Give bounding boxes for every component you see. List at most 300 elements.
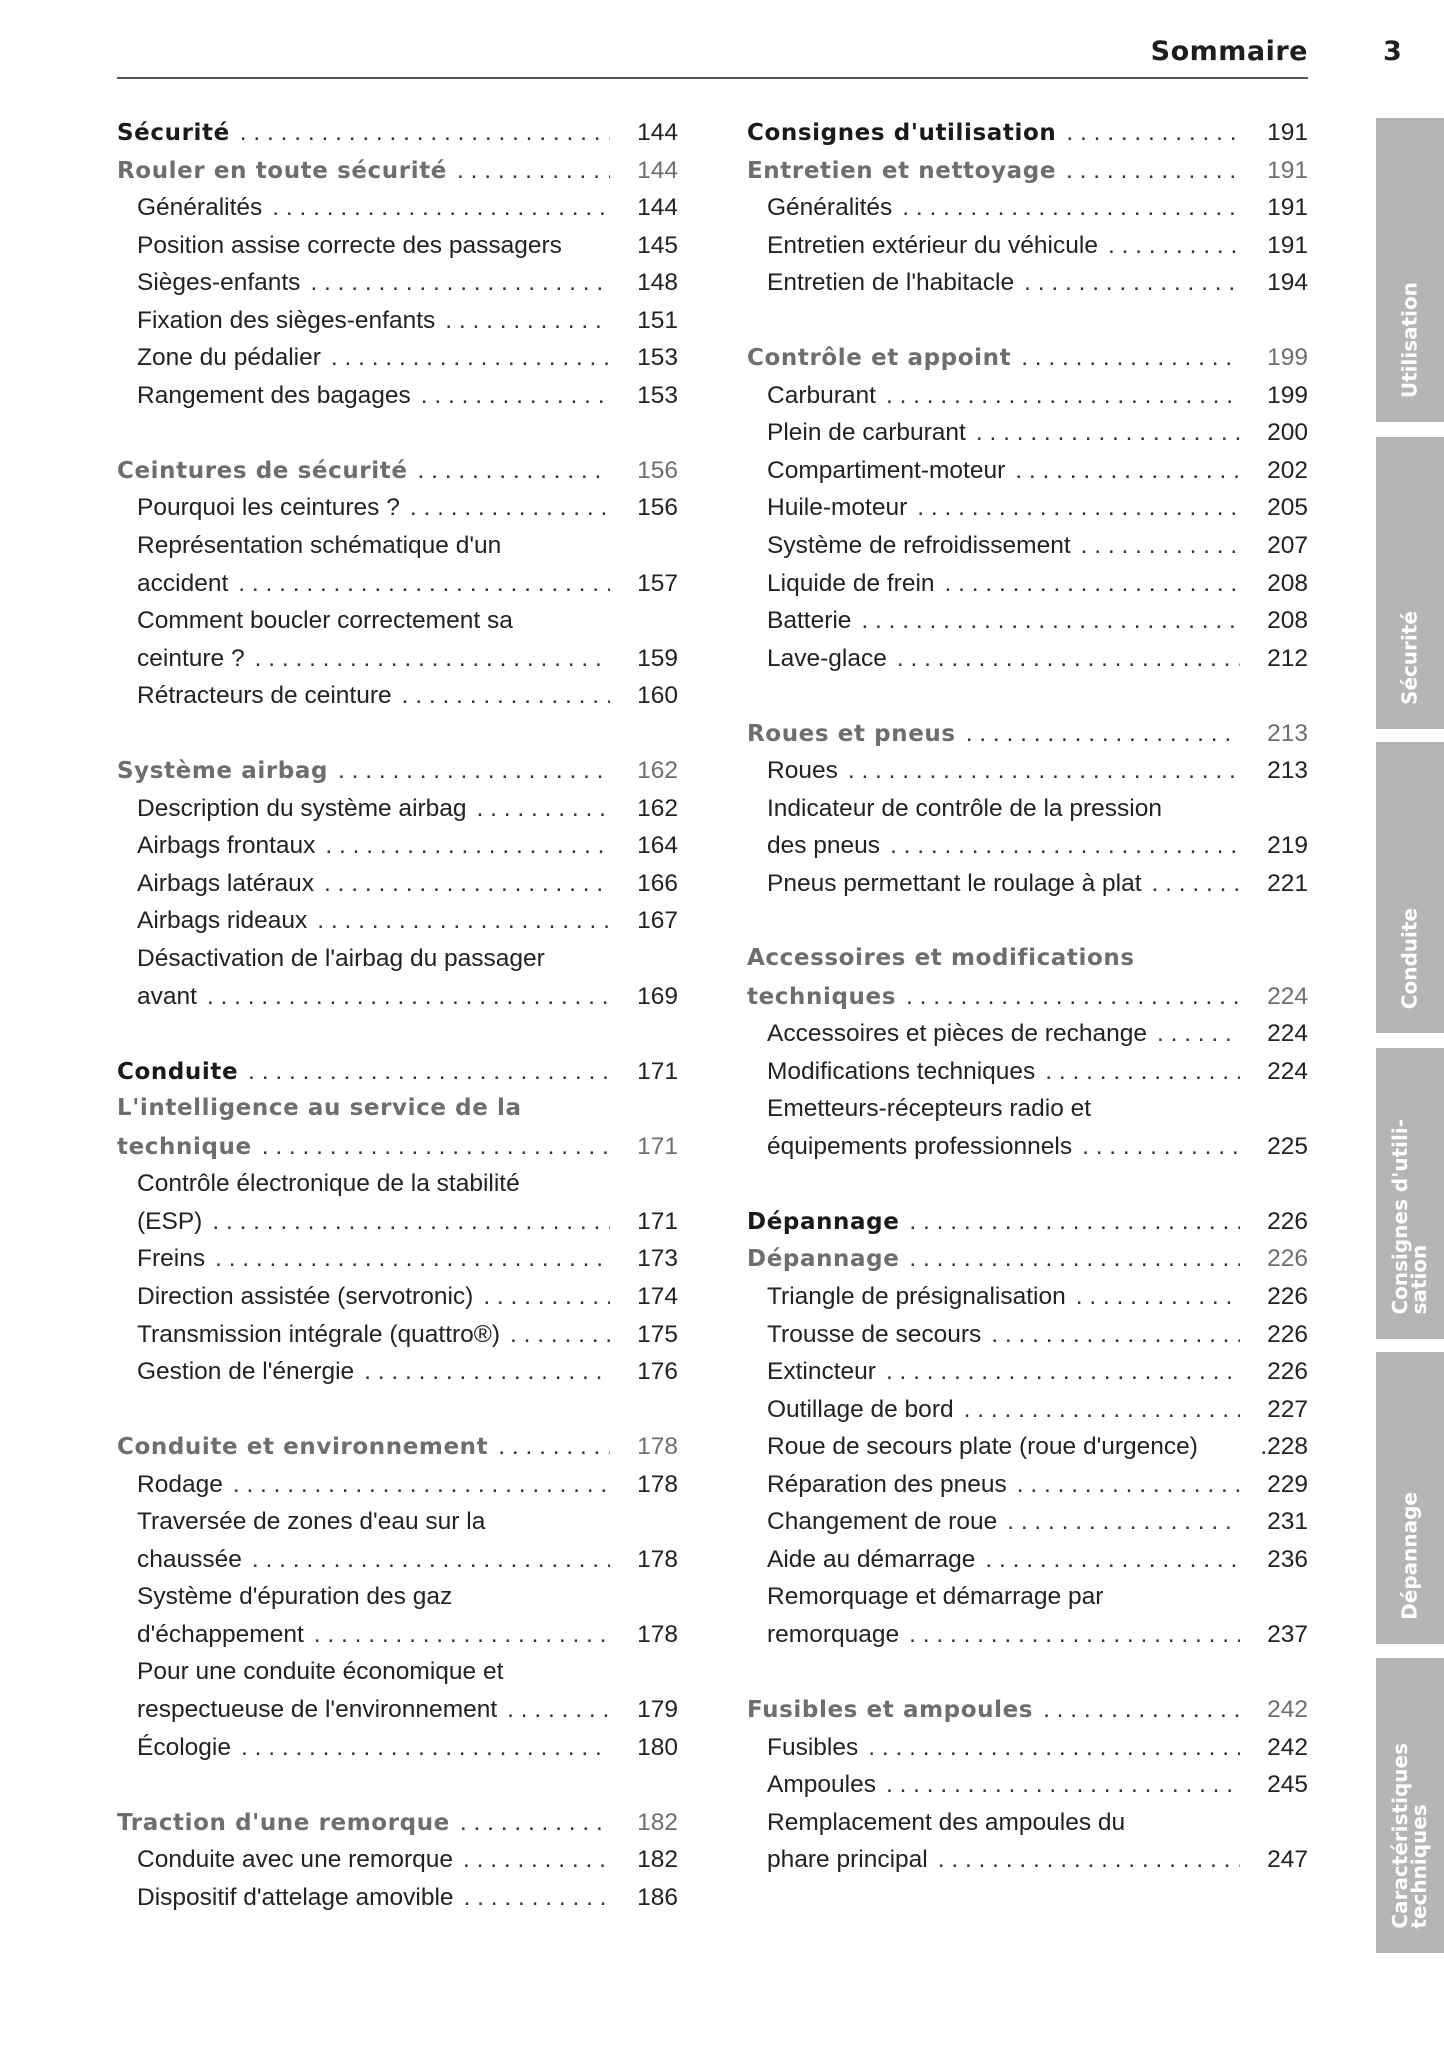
dot-leader [858,1729,1240,1767]
toc-entry-page: 213 [1267,757,1308,785]
toc-entry-label: Fusibles et ampoules [747,1696,1034,1723]
toc-entry[interactable] [747,1278,1308,1316]
dot-leader [899,1616,1240,1654]
dot-leader [1033,1691,1240,1729]
side-tab-label: Consignes d'utili- sation [1388,1119,1431,1315]
dot-leader [314,865,610,903]
toc-entry-label: Contrôle électronique de la stabilité [137,1170,520,1198]
toc-entry-page: 247 [1267,1846,1308,1874]
toc-entry-label: Indicateur de contrôle de la pression [767,794,1162,822]
toc-entry-page: 231 [1267,1508,1308,1536]
toc-entry-page: 202 [1267,456,1308,484]
dot-leader [1071,527,1240,565]
dot-leader [238,1053,610,1091]
toc-entry-page: 208 [1267,569,1308,597]
toc-entry[interactable] [747,1353,1308,1391]
toc-entry[interactable] [117,1353,678,1391]
toc-entry-page: 171 [637,1057,678,1085]
toc-entry-label: Liquide de frein [767,569,935,597]
toc-entry-page: 180 [637,1733,678,1761]
toc-entry-label: Remplacement des ampoules du [767,1808,1126,1836]
toc-entry[interactable] [117,1278,678,1316]
dot-leader [231,1729,610,1767]
toc-entry[interactable] [747,1316,1308,1354]
toc-entry-label: Batterie [767,607,852,635]
toc-entry-label: Dispositif d'attelage amovible [137,1883,454,1911]
toc-entry-page: 225 [1267,1132,1308,1160]
dot-leader [488,1428,610,1466]
toc-entry-label: Fixation des sièges-enfants [137,306,436,334]
toc-entry[interactable] [117,1240,678,1278]
toc-entry-label: Position assise correcte des passagers [137,231,562,259]
toc-heading[interactable] [747,339,1308,377]
toc-entry-label: équipements professionnels [767,1132,1073,1160]
toc-entry[interactable] [117,1841,678,1879]
toc-entry[interactable] [747,489,1308,527]
toc-entry[interactable] [117,865,678,903]
toc-entry[interactable] [747,414,1308,452]
toc-entry-page: 213 [1267,719,1308,747]
toc-entry-label: Huile-moteur [767,494,908,522]
toc-entry[interactable] [117,565,678,603]
dot-leader [1056,114,1240,152]
toc-entry-page: 208 [1267,607,1308,635]
toc-entry-label: Direction assistée (servotronic) [137,1282,474,1310]
toc-entry-page: 200 [1267,419,1308,447]
toc-entry[interactable] [747,1428,1308,1466]
spacer [117,1015,678,1053]
toc-entry [747,790,1308,828]
dot-leader [880,827,1240,865]
dot-leader [1142,865,1240,903]
toc-entry-page: 178 [637,1620,678,1648]
toc-entry[interactable] [117,902,678,940]
toc-entry-label: chaussée [137,1545,242,1573]
toc-entry-label: Contrôle et appoint [747,345,1012,372]
toc-entry-page: 162 [637,794,678,822]
toc-entry-page: 157 [637,569,678,597]
toc-entry-label: Airbags rideaux [137,907,308,935]
toc-entry-label: Trousse de secours [767,1320,982,1348]
toc-entry-page: 178 [637,1470,678,1498]
toc-entry-page: 229 [1267,1470,1308,1498]
toc-entry-label: Entretien extérieur du véhicule [767,231,1098,259]
dot-leader [197,978,610,1016]
toc-entry-label: Compartiment-moteur [767,456,1006,484]
dot-leader [223,1466,610,1504]
toc-entry-page: 191 [1267,156,1308,184]
dot-leader [956,715,1240,753]
toc-entry-page: 226 [1267,1245,1308,1273]
toc-entry[interactable] [117,1879,678,1917]
toc-entry-label: Système de refroidissement [767,532,1071,560]
dot-leader [321,339,610,377]
toc-entry-page: 226 [1267,1320,1308,1348]
toc-heading[interactable] [117,1804,678,1842]
toc-entry-page: 162 [637,757,678,785]
side-tab-utilisation[interactable] [1376,118,1444,422]
dot-leader [245,640,610,678]
toc-entry-label: Modifications techniques [767,1057,1036,1085]
toc-heading[interactable] [117,114,678,152]
toc-entry-label: L'intelligence au service de la [117,1095,522,1122]
toc-entry [117,1653,678,1691]
toc-entry-page: .228 [1260,1433,1308,1461]
toc-entry-label: Description du système airbag [137,794,467,822]
dot-leader [876,1353,1240,1391]
toc-entry-label: Dépannage [747,1246,900,1273]
toc-entry-label: Pneus permettant le roulage à plat [767,869,1142,897]
toc-entry-page: 153 [637,344,678,372]
toc-heading[interactable] [747,1203,1308,1241]
toc-entry [747,1578,1308,1616]
toc-column-right [747,114,1308,1879]
toc-entry[interactable] [747,640,1308,678]
toc-entry[interactable] [747,602,1308,640]
toc-entry-page: 171 [637,1132,678,1160]
toc-entry-page: 226 [1267,1282,1308,1310]
dot-leader [887,640,1240,678]
dot-leader [497,1691,610,1729]
toc-entry [117,1165,678,1203]
toc-entry[interactable] [117,1729,678,1767]
dot-leader [1011,339,1240,377]
toc-entry-page: 226 [1267,1207,1308,1235]
dot-leader [1147,1015,1240,1053]
toc-entry-page: 175 [637,1320,678,1348]
toc-entry[interactable] [747,1841,1308,1879]
toc-entry-label: Sièges-enfants [137,269,301,297]
dot-leader [230,114,610,152]
toc-entry-label: des pneus [767,832,881,860]
toc-entry[interactable] [117,227,678,265]
dot-leader [954,1391,1240,1429]
toc-entry-label: Airbags latéraux [137,869,315,897]
toc-entry-label: Généralités [767,194,893,222]
dot-leader [252,1128,610,1166]
spacer [747,302,1308,340]
toc-entry-page: 242 [1267,1695,1308,1723]
toc-entry-page: 221 [1267,869,1308,897]
toc-entry[interactable] [117,790,678,828]
toc-entry[interactable] [117,1316,678,1354]
toc-entry-page: 169 [637,982,678,1010]
toc-entry[interactable] [117,677,678,715]
toc-entry-label: Système airbag [117,758,329,785]
toc-entry-page: 205 [1267,494,1308,522]
side-tab-caracteristiques[interactable] [1376,1658,1444,1953]
toc-entry-page: 207 [1267,532,1308,560]
dot-leader [202,1203,610,1241]
toc-entry-label: Lave-glace [767,644,887,672]
toc-entry-page: 153 [637,381,678,409]
toc-entry-label: Changement de roue [767,1508,998,1536]
toc-heading[interactable] [747,152,1308,190]
toc-entry-label: Ceintures de sécurité [117,457,408,484]
toc-entry[interactable] [747,565,1308,603]
toc-entry[interactable] [117,640,678,678]
section-title: Sommaire [1150,36,1308,67]
side-tab-label: Conduite [1397,907,1422,1009]
spacer [117,414,678,452]
toc-entry [747,1090,1308,1128]
dot-leader [453,1841,610,1879]
toc-entry-label: Écologie [137,1733,231,1761]
spacer [747,902,1308,940]
toc-entry[interactable] [117,264,678,302]
dot-leader [500,1316,610,1354]
toc-entry[interactable] [117,1203,678,1241]
toc-entry-page: 191 [1267,194,1308,222]
toc-entry[interactable] [747,189,1308,227]
toc-entry-label: accident [137,569,229,597]
toc-entry[interactable] [117,377,678,415]
toc-entry-label: Roues [767,757,838,785]
toc-entry[interactable] [747,865,1308,903]
dot-leader [1098,227,1240,265]
toc-entry[interactable] [117,1466,678,1504]
dot-leader [307,902,610,940]
toc-heading[interactable] [747,1240,1308,1278]
dot-leader [1007,1466,1240,1504]
toc-entry[interactable] [117,339,678,377]
toc-entry-label: Transmission intégrale (quattro®) [137,1320,501,1348]
dot-leader [315,827,610,865]
toc-entry-label: avant [137,982,197,1010]
toc-entry[interactable] [747,377,1308,415]
toc-entry-page: 156 [637,494,678,522]
toc-entry-page: 173 [637,1245,678,1273]
header-divider [117,77,1308,79]
dot-leader [242,1541,610,1579]
toc-entry [117,527,678,565]
toc-entry-label: Comment boucler correctement sa [137,607,513,635]
toc-entry-page: 148 [637,269,678,297]
toc-entry [117,1503,678,1541]
toc-entry[interactable] [747,1391,1308,1429]
toc-entry-page: 227 [1267,1395,1308,1423]
side-tab-conduite[interactable] [1376,742,1444,1033]
toc-entry-label: Gestion de l'énergie [137,1358,355,1386]
toc-entry-label: Pour une conduite économique et [137,1658,504,1686]
toc-entry[interactable] [747,452,1308,490]
side-tab-consignes[interactable] [1376,1048,1444,1339]
toc-heading[interactable] [747,715,1308,753]
dot-leader [1005,452,1240,490]
toc-entry-label: Conduite avec une remorque [137,1846,453,1874]
toc-entry[interactable] [117,302,678,340]
toc-entry-page: 145 [637,231,678,259]
toc-entry-page: 236 [1267,1545,1308,1573]
side-tab-depannage[interactable] [1376,1352,1444,1644]
spacer [747,1165,1308,1203]
dot-leader [435,302,610,340]
toc-entry[interactable] [117,189,678,227]
toc-heading[interactable] [117,1128,678,1166]
toc-entry[interactable] [747,1766,1308,1804]
dot-leader [354,1353,610,1391]
dot-leader [392,677,610,715]
toc-entry-page: 186 [637,1883,678,1911]
toc-entry-page: 237 [1267,1620,1308,1648]
dot-leader [935,565,1240,603]
dot-leader [896,978,1240,1016]
toc-entry-label: respectueuse de l'environnement [137,1695,498,1723]
toc-entry-page: 212 [1267,644,1308,672]
dot-leader [876,1766,1240,1804]
dot-leader [454,1879,610,1917]
toc-entry-page: 156 [637,456,678,484]
spacer [117,1766,678,1804]
toc-entry-page: 199 [1267,381,1308,409]
toc-entry[interactable] [117,1541,678,1579]
toc-entry-label: Traversée de zones d'eau sur la [137,1508,486,1536]
toc-heading[interactable] [117,752,678,790]
toc-heading[interactable] [117,452,678,490]
dot-leader [981,1316,1240,1354]
toc-entry[interactable] [747,1128,1308,1166]
toc-entry-label: Accessoires et pièces de rechange [767,1020,1147,1048]
dot-leader [966,414,1240,452]
toc-heading[interactable] [747,114,1308,152]
side-tab-label: Dépannage [1397,1492,1422,1620]
toc-entry-label: (ESP) [137,1207,203,1235]
toc-entry-page: 171 [637,1207,678,1235]
toc-entry-label: Roues et pneus [747,720,956,747]
toc-entry-page: 191 [1267,119,1308,146]
side-tab-label: Caractéristiques techniques [1388,1743,1431,1929]
toc-entry[interactable] [747,1503,1308,1541]
toc-entry[interactable] [117,978,678,1016]
toc-entry[interactable] [747,227,1308,265]
dot-leader [907,489,1240,527]
toc-entry-page: 166 [637,869,678,897]
toc-entry-page: 178 [637,1433,678,1461]
side-tab-securite[interactable] [1376,437,1444,729]
toc-entry-page: 144 [637,156,678,184]
toc-entry-page: 167 [637,907,678,935]
toc-entry-label: technique [117,1133,252,1160]
toc-entry-page: 151 [637,306,678,334]
toc-entry-label: Roue de secours plate (roue d'urgence) [767,1433,1198,1461]
toc-heading[interactable] [747,978,1308,1016]
toc-entry[interactable] [747,1053,1308,1091]
toc-entry-page: 182 [637,1846,678,1874]
dot-leader [262,189,610,227]
dot-leader [997,1503,1240,1541]
toc-entry-label: Emetteurs-récepteurs radio et [767,1095,1092,1123]
toc-entry-label: Sécurité [117,120,230,146]
toc-entry-label: d'échappement [137,1620,304,1648]
toc-entry-label: Remorquage et démarrage par [767,1583,1104,1611]
toc-entry[interactable] [117,1691,678,1729]
toc-entry-label: Outillage de bord [767,1395,954,1423]
toc-heading[interactable] [117,1053,678,1091]
toc-entry[interactable] [117,489,678,527]
toc-entry-page: 179 [637,1695,678,1723]
toc-entry-page: 176 [637,1358,678,1386]
toc-entry [117,1578,678,1616]
toc-entry-label: Entretien et nettoyage [747,157,1057,184]
toc-entry-page: 144 [637,119,678,146]
dot-leader [928,1841,1240,1879]
toc-entry-label: Désactivation de l'airbag du passager [137,945,545,973]
toc-entry-label: Conduite et environnement [117,1434,489,1461]
dot-leader [899,1203,1240,1241]
toc-entry[interactable] [747,1616,1308,1654]
spacer [747,677,1308,715]
toc-entry-page: 219 [1267,832,1308,860]
toc-entry-label: Triangle de présignalisation [767,1282,1066,1310]
toc-entry[interactable] [747,264,1308,302]
toc-entry[interactable] [117,1616,678,1654]
toc-entry-label: Généralités [137,194,263,222]
side-tab-label: Utilisation [1397,281,1422,398]
toc-entry-label: phare principal [767,1846,928,1874]
toc-entry[interactable] [117,827,678,865]
toc-entry-page: 160 [637,682,678,710]
dot-leader [473,1278,610,1316]
dot-leader [411,377,610,415]
toc-heading[interactable] [117,1428,678,1466]
toc-entry[interactable] [747,1541,1308,1579]
dot-leader [899,1240,1240,1278]
toc-entry[interactable] [747,1015,1308,1053]
toc-entry[interactable] [747,1729,1308,1767]
spacer [117,1391,678,1429]
dot-leader [876,377,1240,415]
toc-entry-page: 178 [637,1545,678,1573]
toc-entry-page: 194 [1267,269,1308,297]
toc-entry-label: Fusibles [767,1733,859,1761]
toc-heading[interactable] [117,152,678,190]
toc-heading [117,1090,678,1128]
page-number: 3 [1383,36,1402,67]
toc-entry [117,940,678,978]
toc-entry-label: Rodage [137,1470,223,1498]
toc-entry-label: Rouler en toute sécurité [117,157,447,184]
toc-entry[interactable] [747,527,1308,565]
toc-column-left [117,114,678,1916]
toc-entry-page: 174 [637,1282,678,1310]
toc-entry[interactable] [747,1466,1308,1504]
toc-heading[interactable] [747,1691,1308,1729]
dot-leader [328,752,610,790]
toc-entry[interactable] [747,827,1308,865]
toc-entry-label: Conduite [117,1058,239,1085]
toc-entry-page: 191 [1267,231,1308,259]
dot-leader [205,1240,610,1278]
dot-leader [892,189,1240,227]
toc-entry-label: Réparation des pneus [767,1470,1007,1498]
toc-entry-label: Dépannage [747,1208,900,1235]
dot-leader [408,452,610,490]
toc-entry-page: 144 [637,194,678,222]
toc-entry-label: Entretien de l'habitacle [767,269,1015,297]
dot-leader [304,1616,610,1654]
toc-entry[interactable] [747,752,1308,790]
side-tab-label: Sécurité [1397,611,1422,705]
dot-leader [838,752,1240,790]
toc-entry-label: Traction d'une remorque [117,1809,450,1836]
toc-entry-page: 182 [637,1808,678,1836]
toc-entry-label: Freins [137,1245,206,1273]
toc-entry-page: 245 [1267,1771,1308,1799]
toc-entry-page: 242 [1267,1733,1308,1761]
dot-leader [1035,1053,1240,1091]
dot-leader [1072,1128,1240,1166]
toc-entry-page: 159 [637,644,678,672]
